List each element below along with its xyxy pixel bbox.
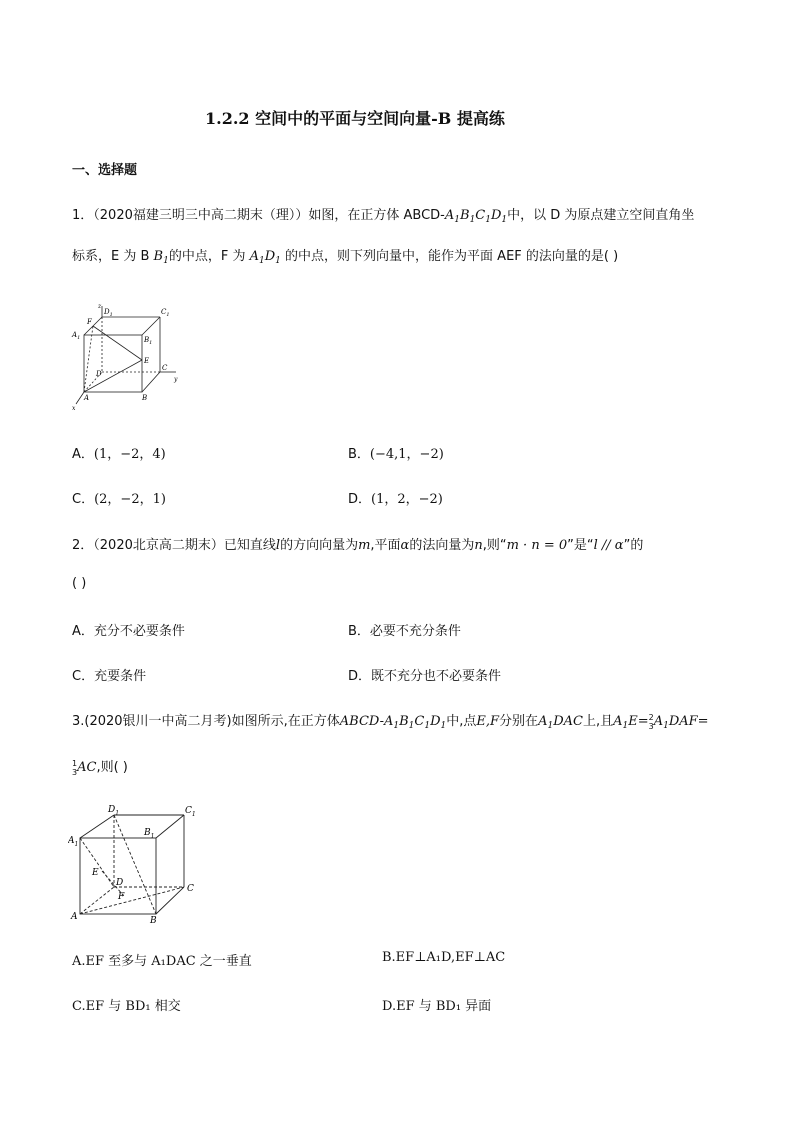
q2-source: （2020北京高二期末） (93, 538, 224, 553)
q2-condition: m · n = 0 (506, 538, 568, 553)
question-3-line-2: 1 3 AC,则( ) (72, 758, 128, 777)
q2-plane-alpha: α (400, 538, 410, 553)
question-1-line-2 (72, 247, 618, 267)
q1-option-d[interactable]: D．(1，2，−2) (348, 492, 443, 507)
q3-number: 3. (72, 714, 85, 729)
q1-fig-label-y: y (174, 376, 178, 383)
q1-text-4: 的中点，F 为 (168, 249, 246, 264)
q1-option-b[interactable]: B．(−4,1，−2) (348, 447, 444, 462)
q1-fig-label-x: x (72, 405, 76, 412)
q1-option-c[interactable]: C．(2，−2，1) (72, 492, 166, 507)
q3-fig-label-c1: $C_1$ (185, 806, 196, 818)
q3-fraction-one-third: 1 3 (72, 758, 78, 777)
q2-vector-n: n (474, 538, 483, 553)
q2-option-d[interactable]: D．既不充分也不必要条件 (348, 669, 502, 684)
page-title: 1.2.2 空间中的平面与空间向量-B 提高练 (205, 109, 505, 128)
q1-a1b1c1d1: $A_1B_1C_1D_1$ (444, 208, 508, 225)
q3-fig-label-d: D (116, 878, 124, 888)
q1-cube-figure (68, 300, 188, 412)
q1-fig-label-a: A (84, 394, 90, 402)
q1-fig-label-f: F (87, 318, 92, 326)
q1-fig-label-d: D (96, 370, 102, 378)
q3-fraction-two-thirds: 2 3 (648, 712, 654, 731)
q1-fig-label-e: E (144, 357, 150, 365)
q3-fig-label-a: A (71, 912, 78, 922)
q1-source: （2020福建三明三中高二期末（理）） (93, 208, 309, 223)
q1-fig-label-c: C (162, 364, 168, 372)
q3-fig-label-c: C (187, 884, 194, 894)
q1-option-a[interactable]: A．(1，−2，4) (72, 447, 166, 462)
q1-text-5: 的中点，则下列向量中，能作为平面 AEF 的法向量的是( ) (285, 249, 619, 264)
q3-a1e: $A_1E=$ (613, 714, 649, 731)
q3-cube-name: ABCD-$A_1B_1C_1D_1$ (339, 714, 447, 731)
q3-fig-label-b1: $B_1$ (144, 828, 155, 840)
q3-option-b[interactable]: B.EF⊥A₁D,EF⊥AC (382, 950, 506, 965)
q2-option-c[interactable]: C．充要条件 (72, 669, 147, 684)
q3-source: (2020银川一中高二月考) (84, 714, 232, 729)
q3-option-c[interactable]: C.EF 与 BD₁ 相交 (72, 999, 181, 1014)
q1-fig-label-b1: $B_1$ (144, 336, 153, 346)
q3-ac: AC (77, 760, 97, 775)
q3-fig-label-b: B (150, 916, 157, 925)
q3-a1daf: $A_1DAF=$ (653, 714, 709, 731)
q1-fig-label-z: z (98, 303, 102, 310)
q2-parallel: l // α (593, 538, 624, 553)
question-1-line-1 (72, 206, 694, 226)
q2-option-a[interactable]: A．充分不必要条件 (72, 624, 185, 639)
q3-fig-label-e: E (92, 868, 99, 878)
question-3-line-1: 3.(2020银川一中高二月考)如图所示,在正方体ABCD-$A_1B_1C_1D_1$中,点E,F分别在$A_1DAC$上,且$A_1E=$ 2 3 $A_1DAF=$ (72, 712, 709, 731)
q3-points-ef: E,F (476, 714, 500, 729)
q3-cube-figure (68, 803, 208, 925)
q3-fig-label-f: F (118, 892, 125, 902)
q3-a1dac: $A_1DAC$ (538, 714, 583, 731)
q2-answer-paren: ( ) (72, 576, 87, 591)
section-heading: 一、选择题 (72, 163, 138, 178)
q1-fig-label-a1: $A_1$ (72, 331, 81, 341)
q1-text-2: 中，以 D 为原点建立空间直角坐 (507, 208, 695, 223)
q1-number: 1． (72, 208, 94, 223)
q3-option-a[interactable]: A.EF 至多与 A₁DAC 之一垂直 (72, 954, 252, 969)
q2-option-b[interactable]: B．必要不充分条件 (348, 624, 461, 639)
q3-fig-label-a1: $A_1$ (68, 836, 79, 848)
q1-a1d1: $A_1D_1$ (249, 249, 281, 266)
q2-vector-m: m (358, 538, 371, 553)
q1-text: 如图，在正方体 ABCD- (308, 208, 445, 223)
q1-b1: $B_1$ (153, 249, 169, 266)
q2-number: 2． (72, 538, 94, 553)
q3-fig-label-d1: $D_1$ (108, 805, 120, 817)
question-2-line-1: 2．（2020北京高二期末）已知直线l的方向向量为m,平面α的法向量为n,则“m · n = 0”是“l // α”的 (72, 538, 644, 553)
q2-line-l: l (275, 538, 281, 553)
q1-fig-label-c1: $C_1$ (161, 308, 170, 318)
q3-option-d[interactable]: D.EF 与 BD₁ 异面 (382, 999, 492, 1014)
q1-fig-label-b: B (142, 394, 148, 402)
q1-text-3: 标系，E 为 B (72, 249, 150, 264)
q1-fig-label-d1: $D_1$ (104, 308, 113, 318)
